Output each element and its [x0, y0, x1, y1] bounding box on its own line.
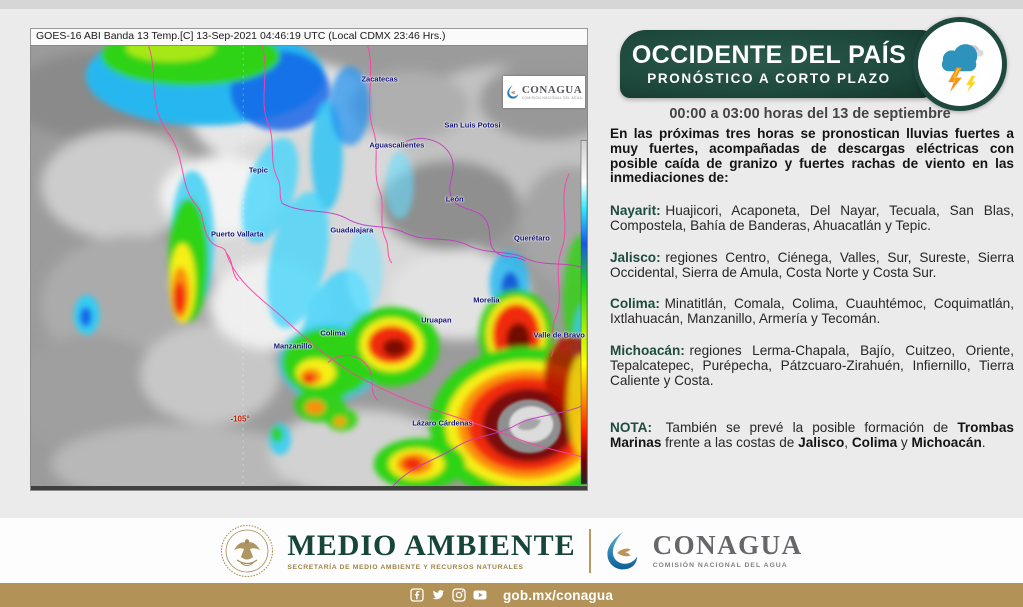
map-label-valle-de-bravo: Valle de Bravo — [533, 330, 585, 340]
ministry-title: MEDIO AMBIENTE — [287, 528, 576, 562]
forecast-section-nayarit — [610, 204, 1014, 234]
note-text: frente a las costas de — [661, 435, 799, 451]
conagua-drop-icon — [604, 530, 640, 572]
map-label-queretaro: Querétaro — [514, 233, 550, 243]
map-label-puerto-vallarta: Puerto Vallarta — [211, 229, 264, 239]
storm-cloud-lightning-icon — [931, 35, 989, 93]
map-meridian-label: -105° — [230, 414, 250, 424]
note-bold-colima: Colima — [851, 435, 898, 451]
forecast-section-jalisco — [610, 251, 1014, 281]
note-bold-jalisco: Jalisco — [798, 435, 845, 451]
map-label-aguascalientes: Aguascalientes — [369, 140, 425, 150]
footer-divider — [589, 529, 591, 573]
banner-badge — [913, 17, 1007, 111]
page-title: OCCIDENTE DEL PAÍS — [631, 41, 907, 69]
map-label-zacatecas: Zacatecas — [361, 74, 398, 84]
map-logo-wordmark: CONAGUA — [521, 83, 583, 96]
twitter-icon[interactable] — [431, 588, 445, 602]
satellite-header-bar: GOES-16 ABI Banda 13 Temp.[C] 13-Sep-2021 04:46:19 UTC (Local CDMX 23:46 Hrs.) — [30, 28, 588, 45]
gov-url-link[interactable]: gob.mx/conagua — [502, 587, 614, 603]
title-banner — [620, 30, 932, 98]
mexico-seal-icon — [220, 524, 274, 578]
map-label-guadalajara: Guadalajara — [330, 225, 374, 235]
facebook-icon[interactable] — [410, 588, 424, 602]
map-logo-tagline: COMISIÓN NACIONAL DEL AGUA — [521, 95, 583, 100]
note-bold-trombas: Trombas Marinas — [610, 420, 1014, 451]
note-text: y — [897, 435, 912, 451]
section-text-colima: Minatitlán, Comala, Colima, Cuauhtémoc, Coquimatlán, Ixtlahuacán, Manzanillo, Armería y Tecomán. — [610, 296, 1014, 327]
section-text-nayarit: Huajicori, Acaponeta, Del Nayar, Tecuala, San Blas, Compostela, Bahía de Banderas, Ahuacatlán y Tepic. — [610, 203, 1014, 233]
instagram-icon[interactable] — [452, 588, 466, 602]
note-text: También se prevé la posible formación de — [656, 420, 958, 436]
satellite-map — [30, 45, 588, 491]
note-bold-michoacan: Michoacán — [911, 435, 982, 451]
note-label: NOTA: — [610, 420, 653, 436]
ministry-tagline: SECRETARÍA DE MEDIO AMBIENTE Y RECURSOS NATURALES — [287, 563, 524, 571]
forecast-section-colima — [610, 297, 1014, 327]
agency-tagline: COMISIÓN NACIONAL DEL AGUA — [652, 562, 788, 569]
agency-title: CONAGUA — [652, 530, 803, 560]
state-label-jalisco: Jalisco: — [610, 249, 661, 265]
state-label-michoacan: Michoacán: — [610, 342, 685, 358]
map-label-manzanillo: Manzanillo — [273, 341, 313, 351]
map-label-leon: León — [445, 194, 464, 204]
note-text: . — [981, 435, 986, 451]
forecast-section-michoacan — [610, 344, 1014, 388]
section-text-jalisco: regiones Centro, Ciénega, Valles, Sur, Sureste, Sierra Occidental, Sierra de Amula, Costa Norte y Costa Sur. — [610, 249, 1014, 280]
youtube-icon[interactable] — [473, 588, 487, 602]
forecast-note — [610, 421, 1014, 451]
footer — [0, 518, 1023, 583]
page-subtitle: PRONÓSTICO A CORTO PLAZO — [647, 71, 891, 86]
map-label-san-luis-potosi: San Luis Potosí — [444, 120, 501, 130]
bottom-bar — [0, 583, 1023, 607]
map-labels — [31, 46, 587, 490]
forecast-text-block — [610, 127, 1014, 468]
conagua-drop-icon — [506, 83, 519, 101]
forecast-intro: En las próximas tres horas se pronostican lluvias fuertes a muy fuertes, acompañadas de descargas eléctricas con posible caída de granizo y fuertes rachas de viento en las inmediaciones de: — [610, 126, 1014, 186]
state-label-colima: Colima: — [610, 296, 660, 312]
time-heading: 00:00 a 03:00 horas del 13 de septiembre — [669, 106, 951, 122]
note-text: , — [844, 435, 852, 451]
map-label-lazaro-cardenas: Lázaro Cárdenas — [412, 418, 473, 428]
section-text-michoacan: regiones Lerma-Chapala, Bajío, Cuitzeo, Oriente, Tepalcatepec, Purépecha, Pátzcuaro-Zirahuén, Infiernillo, Tierra Caliente y Costa. — [610, 342, 1014, 388]
state-label-nayarit: Nayarit: — [610, 203, 661, 219]
map-label-morelia: Morelia — [473, 295, 500, 305]
map-label-tepic: Tepic — [248, 165, 268, 175]
map-conagua-logo — [503, 76, 585, 108]
map-label-uruapan: Uruapan — [421, 315, 452, 325]
map-label-colima: Colima — [320, 328, 346, 338]
satellite-panel — [30, 28, 588, 491]
